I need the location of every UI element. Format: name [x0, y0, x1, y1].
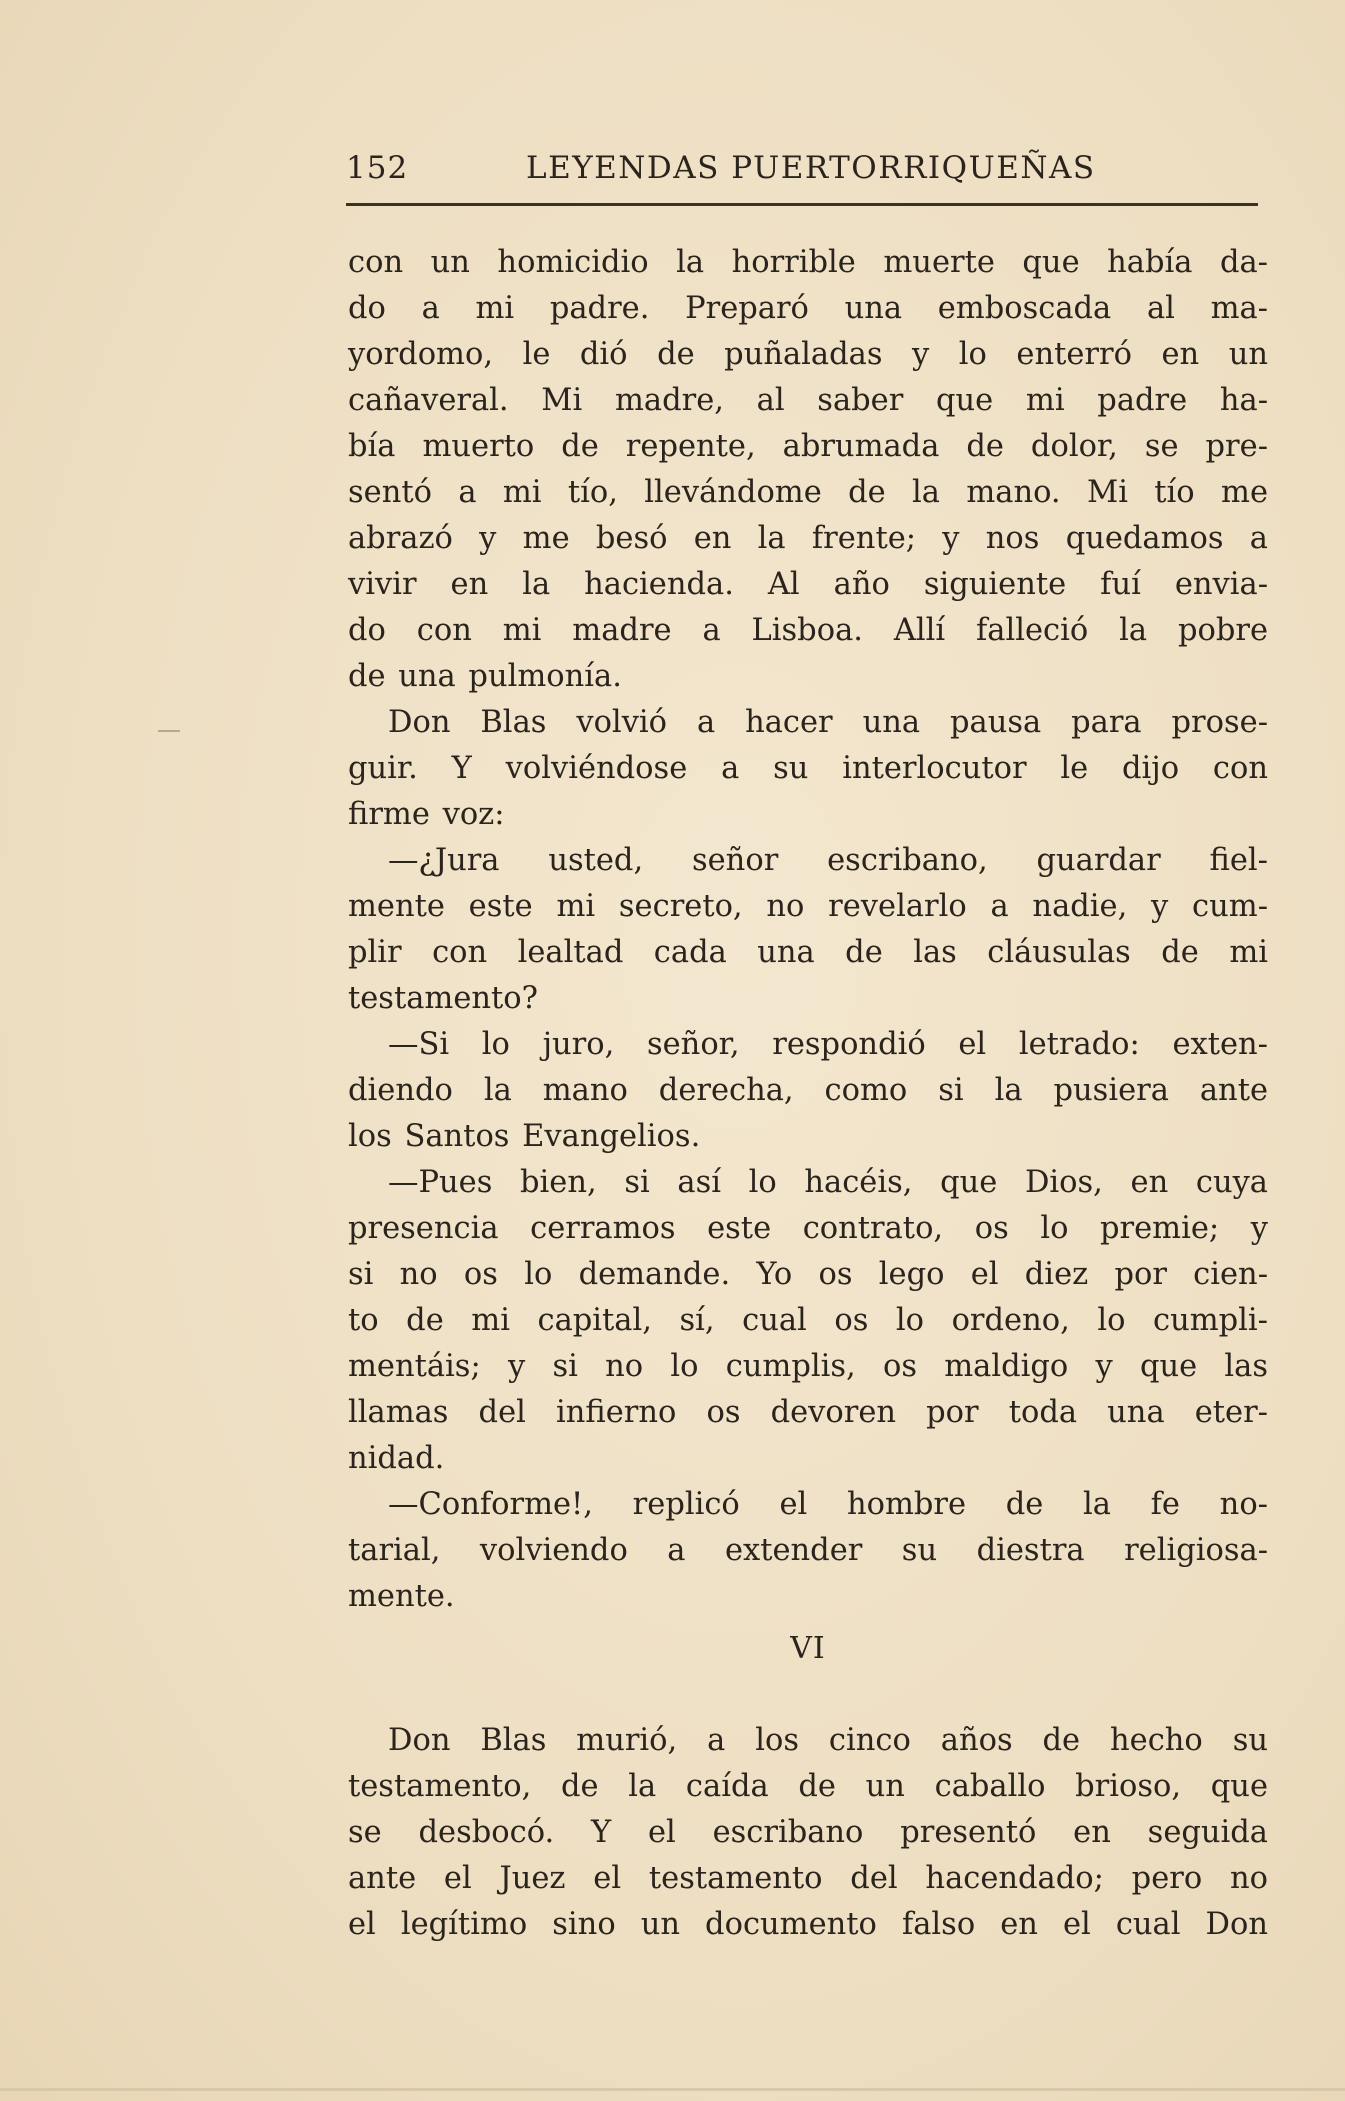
text-line: se desbocó. Y el escribano presentó en seguida	[348, 1815, 1268, 1850]
text-line: vivir en la hacienda. Al año siguiente fuí envia-	[348, 567, 1268, 602]
text-line: los Santos Evangelios.	[348, 1119, 701, 1154]
text-line: testamento, de la caída de un caballo brioso, que	[348, 1769, 1268, 1804]
running-title: LEYENDAS PUERTORRIQUEÑAS	[526, 150, 1096, 186]
text-line: tarial, volviendo a extender su diestra religiosa-	[348, 1533, 1268, 1568]
text-line: do a mi padre. Preparó una emboscada al ma-	[348, 291, 1268, 326]
text-line: el legítimo sino un documento falso en el cual Don	[348, 1907, 1268, 1942]
section-gap	[348, 1672, 1268, 1718]
page-number: 152	[346, 150, 409, 186]
text-line: guir. Y volviéndose a su interlocutor le dijo con	[348, 751, 1268, 786]
text-line: firme voz:	[348, 797, 505, 832]
body-text	[348, 240, 1268, 1948]
text-line: llamas del infierno os devoren por toda una eter-	[348, 1395, 1268, 1430]
text-line: —Si lo juro, señor, respondió el letrado: exten-	[388, 1027, 1268, 1062]
text-line: Don Blas volvió a hacer una pausa para prose-	[388, 705, 1268, 740]
section-heading: VI	[790, 1631, 826, 1666]
text-lines-after	[348, 1718, 1268, 1948]
text-line: nidad.	[348, 1441, 445, 1476]
margin-mark	[158, 730, 180, 732]
text-line: con un homicidio la horrible muerte que había da-	[348, 245, 1268, 280]
text-line: sentó a mi tío, llevándome de la mano. Mi tío me	[348, 475, 1268, 510]
text-line: —Pues bien, si así lo hacéis, que Dios, en cuya	[388, 1165, 1268, 1200]
text-line: de una pulmonía.	[348, 659, 622, 694]
text-line: mente.	[348, 1579, 455, 1614]
page-header	[346, 150, 1258, 210]
page-bottom-edge	[0, 2088, 1345, 2091]
text-line: abrazó y me besó en la frente; y nos quedamos a	[348, 521, 1268, 556]
text-line: Don Blas murió, a los cinco años de hecho su	[388, 1723, 1268, 1758]
text-line: to de mi capital, sí, cual os lo ordeno, lo cumpli-	[348, 1303, 1268, 1338]
text-line: diendo la mano derecha, como si la pusiera ante	[348, 1073, 1268, 1108]
text-line: si no os lo demande. Yo os lego el diez por cien-	[348, 1257, 1268, 1292]
text-line: do con mi madre a Lisboa. Allí falleció la pobre	[348, 613, 1268, 648]
text-line: plir con lealtad cada una de las cláusulas de mi	[348, 935, 1268, 970]
text-line: ante el Juez el testamento del hacendado; pero no	[348, 1861, 1268, 1896]
text-line: yordomo, le dió de puñaladas y lo enterró en un	[348, 337, 1268, 372]
text-line: cañaveral. Mi madre, al saber que mi padre ha-	[348, 383, 1268, 418]
text-line: mente este mi secreto, no revelarlo a nadie, y cum-	[348, 889, 1268, 924]
text-line: presencia cerramos este contrato, os lo premie; y	[348, 1211, 1268, 1246]
text-lines	[348, 240, 1268, 1620]
text-line: —¿Jura usted, señor escribano, guardar fiel-	[388, 843, 1268, 878]
text-line: —Conforme!, replicó el hombre de la fe no-	[388, 1487, 1268, 1522]
text-line: mentáis; y si no lo cumplis, os maldigo y que las	[348, 1349, 1268, 1384]
header-rule	[346, 203, 1258, 206]
text-line: testamento?	[348, 981, 538, 1016]
text-line: bía muerto de repente, abrumada de dolor, se pre-	[348, 429, 1268, 464]
